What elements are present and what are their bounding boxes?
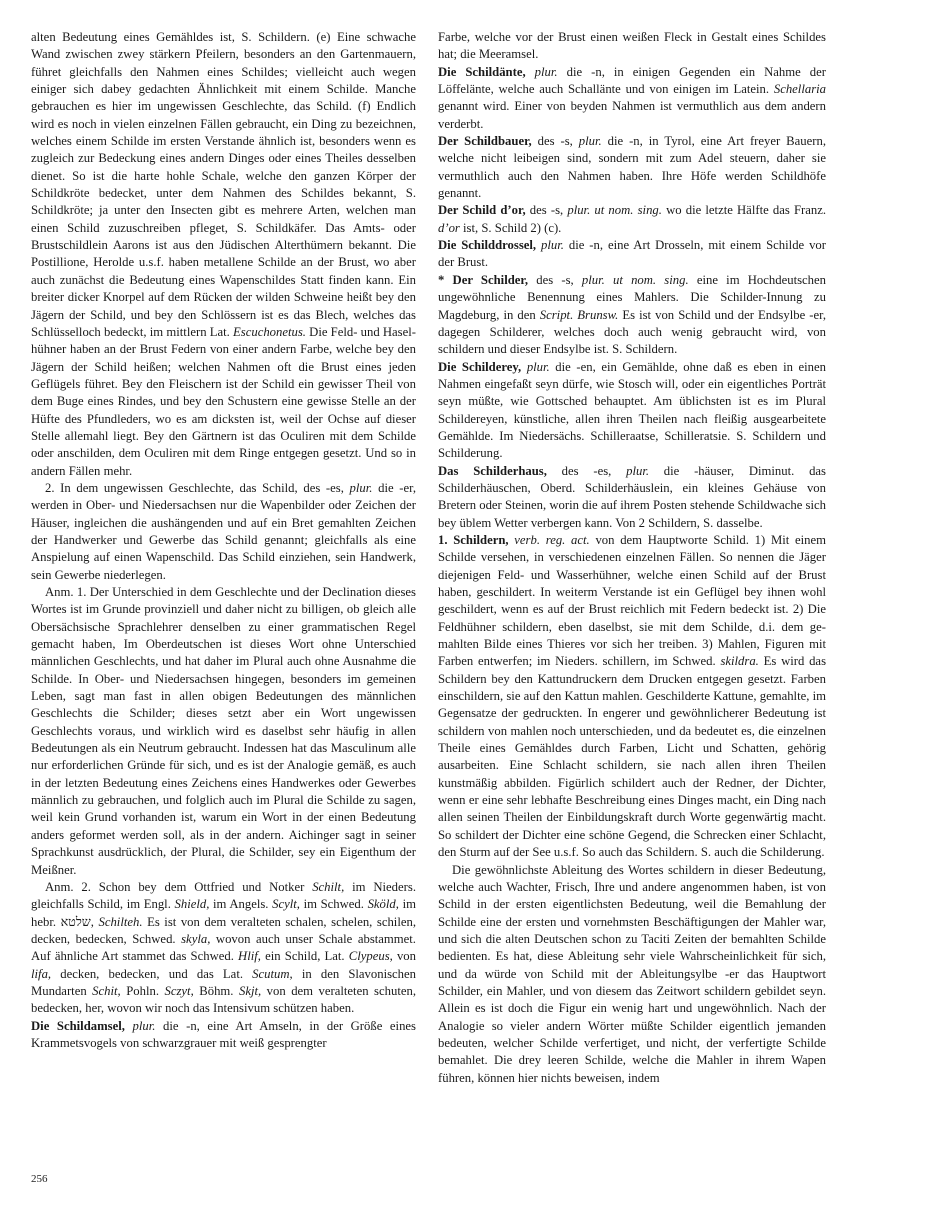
cognate: skildra.: [720, 654, 759, 669]
text: wo die letzte Hälfte das Franz.: [661, 203, 827, 218]
entry-schildaente: [438, 64, 826, 133]
grammar-label: plur.: [349, 480, 373, 495]
entry-schildamsel: [31, 1018, 416, 1053]
text: Farbe, welche vor der Brust einen weißen Fleck in Gestalt eines Schildes hat; die Meeramsel.: [438, 30, 826, 62]
entry-schilderey: [438, 359, 826, 463]
cognate: Sköld,: [367, 897, 399, 912]
text: Böhm.: [193, 983, 239, 998]
text: im Schwed.: [299, 897, 368, 912]
headword: Der Schild d’or,: [438, 203, 526, 218]
headword: Der Schildbauer,: [438, 134, 532, 149]
entry-schilderhaus: [438, 463, 826, 532]
text: Es ist von Schild und der Endsylbe -er, dagegen Schilderer, welches doch auch wenig gebraucht wird, von schildern und dieser Endsylbe ist. S. Schildern.: [438, 307, 826, 357]
entry-schilder: [438, 272, 826, 359]
text: Es wird das Schildern bey den Kattundruckern dem Drucken entgegen gesetzt. Farben einschildern, sie auf den Kattun mahlen. Geschilderte Kattune, gemahlte, im Gegensatze der gedruckten. In engerer und gewöhnlicherer Bedeutung ist schildern von mahlen noch unterschieden, und da bedeutet es, die einzelnen Theile eines Gemähldes durch Farben, Licht und Schatten, gehörig ausarbeiten. Eine Schlacht schildern, sie nach allen ihren Theilen kunstmäßig abbilden. Figürlich schildert auch der Redner, der Dichter, wenn er eine sehr lebhafte Beschreibung eines Dinges macht, ein Ding nach allen seinen Theilen der Einbildungskraft durch Worte gegenwärtig macht. So schildert der Dichter eine schöne Gegend, die Schrecken einer Schlacht, den Sturm auf der See u.s.f. So auch das Schildern. S. auch die Schilderung.: [438, 654, 827, 860]
entry-schild-dor: [438, 202, 826, 237]
headword: Das Schilderhaus,: [438, 463, 547, 478]
text: Die gewöhnlichste Ableitung des Wortes schildern in dieser Bedeutung, welche auch Wachter, Frisch, Ihre und andere angenommen haben, ist von Schild in der ersten eigentlichsten Bedeutung, weil die Bemahlung der Schilde eine der ersten und vornehmsten Beschäftigungen der Mahler war, und sich die alten Deutschen schon zu Taciti Zeiten der bemahlten Schilde bedienten. Es hat, diese Ableitung sehr viele Wahrscheinlichkeit für sich, und da würde von Schild mit der Ableitungsylbe -er das Hauptwort Schilder, ein Mahler, und von diesem das Zeitwort schildern gebildet seyn. Allein es ist doch die Figur ein wenig hart und ungewöhnlich. Nach der Analogie so vieler andern Wörter müßte Schilder eigentlich jemanden bedeuten, welcher Schilde verfertiget, und nicht, der verfertigte Schilde bemahlet. Die drey leeren Schilde, welche die Mahler in ihrem Wapen führen, können hier nichts beweisen, indem: [438, 862, 826, 1085]
text: in den Slavonischen Mundarten: [31, 966, 416, 998]
text: die -er, werden in Ober- und Niedersachsen nur die Wapenbilder oder Zeichen der Häuser, ingleichen die aushängenden und auf ein Bret gemahlten Zeichen der Handwerker und Gewerbe das Schild genannt; gleichfalls als eine Anspielung auf einen Wapenschild. Das Schild einziehen, sein Handwerk, sein Gewerbe niederlegen.: [31, 480, 416, 582]
grammar-label: plur. ut nom. sing.: [567, 203, 662, 218]
text: Pohln.: [120, 983, 165, 998]
cognate: lifa,: [31, 966, 52, 981]
cognate: Schit,: [92, 983, 121, 998]
cognate: Shield,: [174, 897, 210, 912]
grammar-label: plur.: [526, 359, 550, 374]
grammar-label: plur.: [578, 134, 602, 149]
latin-term: Schellaria: [773, 82, 826, 97]
right-column: [438, 29, 826, 1087]
entry-schildamsel-continued: [438, 29, 826, 64]
text: ein Schild, Lat.: [260, 949, 349, 964]
text: des -s,: [531, 134, 579, 149]
cognate: Schilteh.: [98, 914, 143, 929]
headword: Die Schilderey,: [438, 359, 522, 374]
text: eine im Hochdeutschen ungewöhnliche Benennung eines Mahlers. Die Schilder-Innung zu Magdeburg, in den: [438, 272, 826, 322]
text: genannt wird. Einer von beyden Nahmen ist vermuthlich aus dem andern verderbt.: [438, 99, 826, 131]
headword: 1. Schildern,: [438, 532, 509, 547]
sense-2-paragraph: [31, 480, 416, 584]
grammar-label: plur.: [534, 64, 558, 79]
text: die -n, eine Art Drosseln, mit einem Schilde vor der Brust.: [438, 238, 826, 270]
text: ist, S. Schild 2) (c).: [459, 220, 562, 235]
grammar-label: plur.: [132, 1018, 156, 1033]
text: Es ist von dem veralteten schalen, schelen, schilen, decken, bedecken, Schwed.: [31, 914, 416, 946]
text: des -s,: [525, 203, 568, 218]
cognate: Hlif,: [238, 949, 261, 964]
text: 2. In dem ungewissen Geschlechte, das Schild, des -es,: [45, 480, 344, 495]
grammar-label: verb. reg. act.: [514, 532, 590, 547]
etymology-paragraph: [438, 862, 826, 1087]
text: Anm. 1. Der Unterschied in dem Geschlechte und der Declination dieses Wortes ist im Grunde provinziell und daher nicht zu billigen, ob gleich alle Obersächsische Sprachlehrer denselben zu einer grammatischen Regel gemacht haben, Im Oberdeutschen ist dieses Wort ohne Unterschied männlichen Geschlechts, und hat daher im Plural auch ohne Ausnahme die Schilde. In Ober- und Niedersachsen hingegen, besonders im gemeinen Leben, sagt man fast in allen obigen Bedeutungen des männlichen Geschlechts die Schilder; dieses setzt aber ein Wort ungewissen Geschlechts voraus, und wirklich wird es daselbst sehr häufig in allen Bedeutungen als ein Neutrum gebraucht. Indessen hat das Masculinum alle nur erforderlichen Gründe für sich, und es ist der Analogie gemäß, es auch in der letzten Bedeutung eines Zeichens eines Handwerkes oder Gewerbes männlich zu gebrauchen, und folglich auch im Plural die Schilde zu sagen, weil kein Grund vorhanden ist, warum ein Wort in der einen Bedeutung anders geformet werden soll, als in der andern. Aichinger sagt in seiner Sprachkunst ausdrücklich, der Plural, die Schilder, sey ein Eigenthum der Meißner.: [31, 585, 416, 877]
text: des -s,: [528, 272, 582, 287]
french-term: d’or: [438, 220, 460, 235]
headword: Die Schildamsel,: [31, 1018, 125, 1033]
text: die -n, in einigen Gegenden ein Nahme der Löffelänte, welche auch Schallänte und von einigen im Latein.: [438, 64, 826, 97]
text: von: [392, 949, 416, 964]
note-1-paragraph: [31, 584, 416, 879]
text: Anm. 2. Schon bey dem Ottfried und Notker: [45, 879, 313, 894]
cognate: Clypeus,: [348, 949, 393, 964]
entry-schildbauer: [438, 133, 826, 202]
source-reference: Script. Brunsw.: [539, 307, 619, 322]
note-2-etymology: [31, 879, 416, 1018]
text: die -n, eine Art Amseln, in der Größe eines Krammetsvogels von schwarzgrauer mit weiß gesprengter: [31, 1018, 416, 1050]
entry-continuation-schild: [31, 29, 416, 480]
text: alten Bedeutung eines Gemähldes ist, S. Schildern. (e) Eine schwache Wand zwischen zwey stärkern Pfeilern, besonders an den Gartenmauern, führet gleichfalls den Nahmen eines Schildes; vielleicht auch wegen einiger sich dabey gedachten Ähnlichkeit mit einem Schilde. Manche gebrauchen es hier im ungewissen Geschlechte, das Schild. (f) Endlich wird es noch in vielen einzelnen Fällen gebraucht, ein Ding zu bezeichnen, welches einem Schilde im ersten Verstande ähnlich ist, besonders wenn es zugleich zur Bedeckung eines andern Dinges oder eines Theiles desselben dienet. So ist die harte hohle Schale, welche den ganzen Körper der Schildkröte bedecket, unter dem Nahmen des Schildes bekannt, S. Schildkröte; ja unter den Insecten gibt es mehrere Arten, welchen man einen Schild zuzuschreiben pfleget, S. Schildkäfer. Das Amts- oder Brustschildlein Aarons ist aus den Jüdischen Alterthümern bekannt. Die Postillione, Herolde u.s.f. haben metallene Schilde an der Brust, wo aber auch zunächst die Bedeutung eines Wapenschildes Statt finden kann. Ein breiter dicker Knorpel auf dem Rücken der wilden Schweine heißt bey den Jägern der Schild, und bey den Schlössern ist es das Blech, welches das Schlüsselloch bedeckt, im mittlern Lat.: [31, 30, 416, 339]
text: die -en, ein Gemählde, ohne daß es eben in einen Nahmen eingefaßt seyn dürfe, wie Stosch will, oder ein eigentliches Porträt seyn müßte, wie Gottsched behauptet. Am üblichsten ist es im Plural Schildereyen, künstliche, allen ihren Theilen nach fleißig ausgearbeitete Gemählde. Im Niedersächs. Schilleraatse, Schilleratsie. S. Schildern und Schilderung.: [438, 359, 827, 461]
cognate: Scutum,: [252, 966, 293, 981]
text: die -häuser, Diminut. das Schilderhäuschen, Oberd. Schilderhäuslein, ein kleines Gehäuse von Bretern oder Steinen, worin die auf ihrem Posten stehende Schildwache sich bey üblem Wetter verbergen kann. Von 2 Schildern, S. dasselbe.: [438, 463, 826, 530]
page-number: 256: [31, 1173, 48, 1185]
left-column: [31, 29, 416, 1052]
text: von dem Hauptworte Schild. 1) Mit einem Schilde versehen, in verschiedenen einzelnen Fällen. So nennen die Jäger diejenigen Feld- und Wasserhühner, welche einen Schild auf der Brust haben, geschildert. In weiterm Verstande ist ein Geflügel bey ihnen wohl geschildert, wenn es auf der Brust reichlich mit Federn bedeckt ist. 2) Die Feldhühner schildern, eben daselbst, sie mit dem Schilde, d.i. dem gemahlten Bilde eines Thieres vor sich her treiben. 3) Mahlen, Figuren mit Farben entwerfen; im Nieders. schillern, im Schwed.: [438, 532, 826, 669]
cognate: Skjt,: [238, 983, 262, 998]
cognate: Schilt,: [312, 879, 345, 894]
text: im Nieders. gleichfalls Schild, im Engl.: [31, 879, 416, 912]
text: im Angels.: [209, 897, 273, 912]
text: des -es,: [546, 463, 627, 478]
grammar-label: plur.: [626, 463, 650, 478]
text: decken, bedecken, und das Lat.: [51, 966, 253, 981]
text: Die Feld- und Haselhühner haben an der Brust Federn von einer andern Farbe, welche bey den Jägern der Schild heißen; welchen Nahmen oft die Brust eines jeden Geflügels führet. Bey den Fleischern ist der Schild ein gewisser Theil von dem Buge eines Rindes, und bey den Schustern eine gewisse Stelle an der Hüfte des Pfundleders, wo es am dicksten ist, weil der Ochse auf dieser Stelle allemahl liegt. Bey den Gärtnern ist das Oculiren mit dem Schilde oder anschilden, dem Oculiren mit dem Ringe entgegen gesetzt. Und so in andern Fällen mehr.: [31, 324, 416, 478]
cognate: Scylt,: [272, 897, 300, 912]
grammar-label: plur.: [541, 238, 564, 253]
latin-term: Escuchonetus.: [233, 324, 306, 339]
entry-schildern: [438, 532, 826, 862]
text: im hebr. שלטא,: [31, 897, 416, 929]
text: wovon auch unser Schale abstammet. Auf ähnliche Art stammet das Schwed.: [31, 931, 416, 964]
grammar-label: plur. ut nom. sing.: [581, 272, 689, 287]
entry-schilddrossel: [438, 237, 826, 272]
text: die -n, in Tyrol, eine Art freyer Bauern, welche nicht leibeigen sind, sondern mit zum Adel steuern, daher sie vermuthlich auch den Nahmen haben. Ihre Höfe werden Schildhöfe genannt.: [438, 134, 826, 201]
cognate: skyla,: [181, 931, 211, 946]
headword: * Der Schilder,: [438, 272, 529, 287]
text: von dem veralteten schuten, bedecken, her, wovon wir noch das Intensivum schützen haben.: [31, 983, 416, 1016]
headword: Die Schilddrossel,: [438, 238, 537, 253]
headword: Die Schildänte,: [438, 64, 526, 79]
cognate: Sczyt,: [164, 983, 194, 998]
